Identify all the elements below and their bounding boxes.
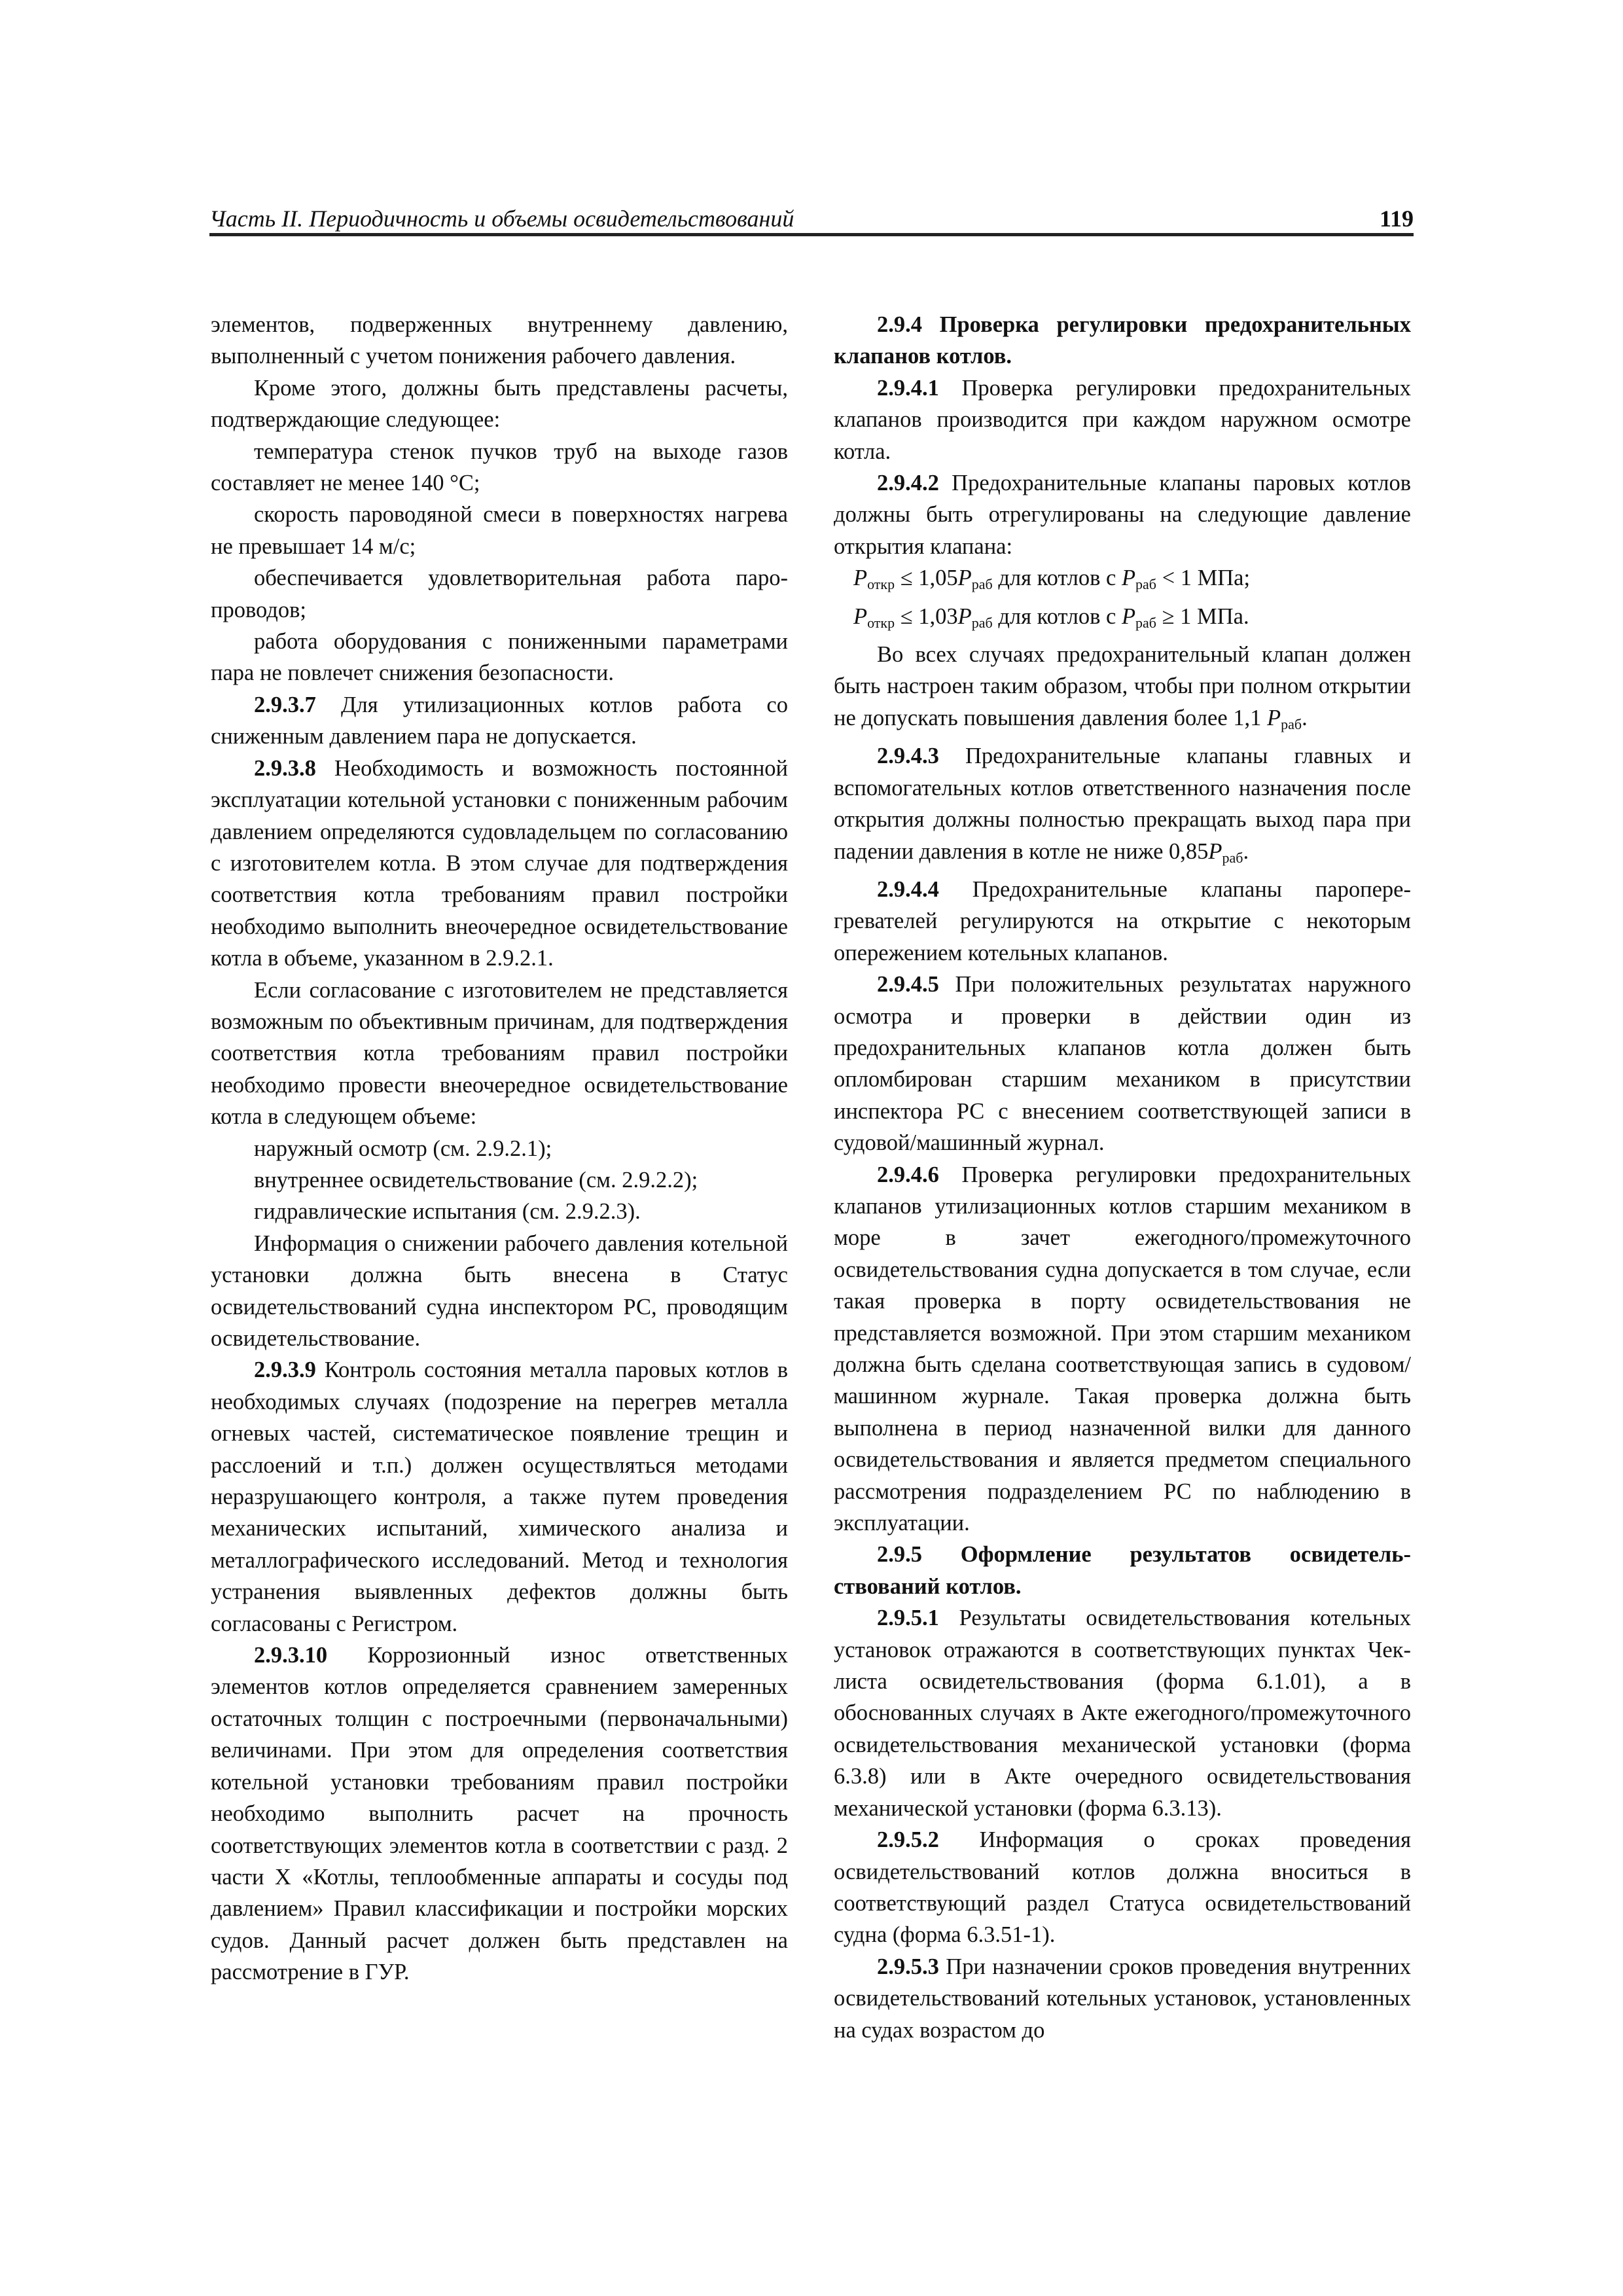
clause-number: 2.9.4.2	[877, 471, 939, 496]
running-header	[209, 204, 1414, 236]
paragraph: Кроме этого, должны быть представлены расчеты, подтверждающие следующее:	[211, 375, 788, 433]
paragraph: работа оборудования с пониженными параметрами пара не повлечет снижения безопасности.	[211, 629, 788, 686]
paragraph	[834, 1159, 1411, 1539]
clause-text: Коррозионный износ ответственных элементов котлов определяется сравнением замеренных остаточных толщин с построечными (первоначальными) величинами. При этом для определения соответствия котельной установки требованиям правил постройки необходимо выполнить расчет на прочность соответствующих элементов котла в соответствии с разд. 2 части X «Котлы, теплообменные аппараты и сосуды под давлением» Правил классификации и постройки морских судов. Данный расчет должен быть представлен на рассмотрение в ГУР.	[211, 1643, 788, 1985]
clause-text: Информация о сроках проведения освидетельствований котлов должна вноситься в соответствующий раздел Статуса освидетельствований судна (форма 6.3.51-1).	[834, 1827, 1411, 1948]
clause-text: Предохранительные клапаны паровых котлов должны быть отрегулированы на следующие давление открытия клапана:	[834, 471, 1411, 559]
paragraph	[834, 1824, 1411, 1951]
paragraph: температура стенок пучков труб на выходе газов составляет не менее 140 °С;	[211, 439, 788, 496]
page-number: 119	[1379, 206, 1414, 232]
clause-number: 2.9.3.8	[254, 755, 316, 781]
header-title: Часть II. Периодичность и объемы освидетельствований	[209, 206, 794, 232]
paragraph	[834, 1602, 1411, 1824]
clause-text: Необходимость и возможность постоянной эксплуатации котельной установки с пониженным рабочим давлением определяются судовладельцем по согласованию с изготовителем котла. В этом случае для подтверждения соответствия котла требованиям правил постройки необходимо выполнить внеочередное освидетельствование котла в объеме, указанном в 2.9.2.1.	[211, 755, 788, 971]
paragraph: 2.9.4.3 Предохранительные клапаны главных и вспомогательных котлов ответственного назначения после открытия должны полностью прекращать выход пара при падении давления в котле не ниже $0,85P_{раб}$.	[834, 744, 1411, 866]
paragraph: Если согласование с изготовителем не представляется возможным по объективным причинам, для подтверждения соответствия котла требованиям правил постройки необходимо провести внеочередное освидетельствование котла в следующем объеме:	[211, 977, 788, 1130]
clause-text: Контроль состояния металла паровых котлов в необходимых случаях (подозрение на перегрев металла огневых частей, систематическое появление трещин и расслоений и т.п.) должен осуществляться методами неразрушающего контроля, а также путем проведения механических испытаний, химического анализа и металлографического исследований. Метод и технология устранения выявленных дефектов должны быть согласованы с Регистром.	[211, 1357, 788, 1636]
list-item: внутреннее освидетельствование (см. 2.9.2.2);	[254, 1167, 698, 1193]
paragraph	[834, 969, 1411, 1158]
paragraph	[211, 1640, 788, 1988]
clause-text: Для утилизационных котлов работа со сниженным давлением пара не допускается.	[211, 692, 788, 749]
clause-number: 2.9.4.5	[877, 972, 939, 997]
clause-number: 2.9.3.10	[254, 1643, 328, 1668]
clause-number: 2.9.5.3	[877, 1954, 939, 1979]
clause-number: 2.9.4.4	[877, 876, 939, 902]
paragraph	[211, 689, 788, 753]
paragraph: скорость пароводяной смеси в поверхностях нагрева не превышает 14 м/с;	[211, 502, 788, 559]
clause-text: Проверка регулировки предохранительных клапанов утилизационных котлов старшим механиком в море в зачет ежегодного/промежуточного освидетельствования судна допускается в том случае, если такая проверка в порту освидетельствования не представляется возможной. При этом старшим механиком должна быть сделана соответствующая запись в судовом/машинном журнале. Такая проверка должна быть выполнена в период назначенной вилки для данного освидетельствования и является предметом специального рассмотрения подразделением РС по наблюдению в эксплуатации.	[834, 1162, 1411, 1536]
clause-text: Результаты освидетельствования котельных установок отражаются в соответствующих пунктах Чек-листа освидетельствования (форма 6.1.01), а в обоснованных случаях в Акте ежегодного/промежуточного освидетельствования механической установки (форма 6.3.8) или в Акте очередного освидетельствования механической установки (форма 6.3.13).	[834, 1605, 1411, 1821]
left-column	[211, 309, 788, 1988]
paragraph	[211, 753, 788, 975]
clause-text: Проверка регулировки предохранительных клапанов производится при каждом наружном осмотре котла.	[834, 375, 1411, 464]
clause-number: 2.9.5.2	[877, 1827, 939, 1853]
paragraph	[834, 467, 1411, 562]
paragraph	[211, 1354, 788, 1640]
paragraph	[834, 372, 1411, 467]
clause-number: 2.9.4.3	[877, 744, 939, 769]
paragraph: обеспечивается удовлетворительная работа паропроводов;	[211, 565, 788, 622]
clause-text: Предохранительные клапаны пароперегревателей регулируются на открытие с некоторым опережением котельных клапанов.	[834, 876, 1411, 965]
section-heading: 2.9.4 Проверка регулировки предохранительных клапанов котлов.	[834, 312, 1411, 369]
paragraph: элементов, подверженных внутреннему давлению, выполненный с учетом понижения рабочего давления.	[211, 312, 788, 369]
right-column	[834, 309, 1411, 2046]
clause-text: При назначении сроков проведения внутренних освидетельствований котельных установок, установленных на судах возрастом до	[834, 1954, 1411, 2043]
section-heading: 2.9.5 Оформление результатов освидетельствований котлов.	[834, 1542, 1411, 1599]
formula-line: $P_{откр} \le 1,03P_{раб}$ для котлов с $P_{раб} \ge 1$ МПа.	[853, 603, 1249, 631]
list-item: наружный осмотр (см. 2.9.2.1);	[254, 1136, 552, 1161]
clause-number: 2.9.3.7	[254, 692, 316, 717]
paragraph: Во всех случаях предохранительный клапан должен быть настроен таким образом, чтобы при полном открытии не допускать повышения давления более 1,1 $P_{раб}$.	[834, 642, 1411, 732]
formula-line: $P_{откр} \le 1,05P_{раб}$ для котлов с $P_{раб} < 1$ МПа;	[853, 565, 1251, 593]
clause-number: 2.9.5.1	[877, 1605, 939, 1631]
paragraph	[834, 874, 1411, 969]
clause-number: 2.9.3.9	[254, 1357, 316, 1383]
list-item: гидравлические испытания (см. 2.9.2.3).	[254, 1199, 641, 1225]
paragraph	[834, 1951, 1411, 2046]
clause-text: При положительных результатах наружного осмотра и проверки в действии один из предохранительных клапанов котла должен быть опломбирован старшим механиком в присутствии инспектора РС с внесением соответствующей записи в судовой/машинный журнал.	[834, 972, 1411, 1156]
clause-number: 2.9.4.6	[877, 1162, 939, 1187]
clause-number: 2.9.4.1	[877, 375, 939, 401]
paragraph: Информация о снижении рабочего давления котельной установки должна быть внесена в Статус освидетельствований судна инспектором РС, проводящим освидетельствование.	[211, 1230, 788, 1351]
